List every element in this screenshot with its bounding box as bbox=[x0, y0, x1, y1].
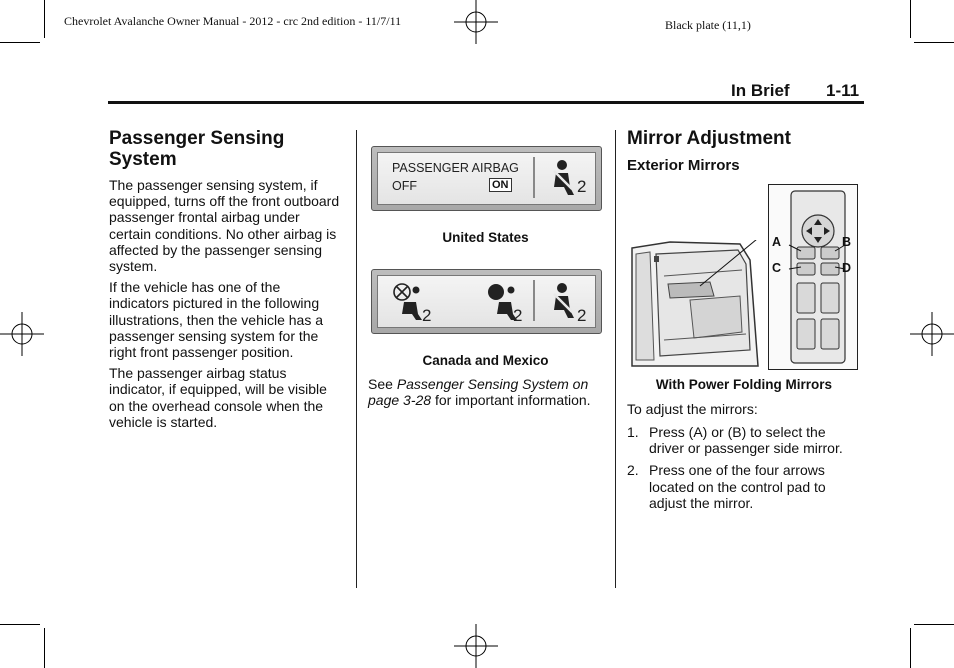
paragraph: The passenger airbag status indicator, if equipped, will be visible on the overhead console when the vehicle is started. bbox=[109, 365, 327, 430]
subsection-title: Exterior Mirrors bbox=[627, 157, 740, 174]
airbag-off-icon bbox=[390, 282, 424, 322]
column-rule-2 bbox=[615, 130, 616, 588]
crop-mark-tr-h bbox=[914, 42, 954, 43]
passenger-seat-belt-icon bbox=[548, 159, 578, 197]
section-title-mirror: Mirror Adjustment bbox=[627, 128, 791, 149]
crop-mark-bl-h bbox=[0, 624, 40, 625]
canada-airbag-indicator-panel bbox=[371, 269, 602, 334]
section-title: Passenger Sensing System bbox=[109, 128, 285, 170]
registration-crosshair-icon bbox=[454, 624, 498, 668]
column-rule-1 bbox=[356, 130, 357, 588]
crop-mark-br-v bbox=[910, 628, 911, 668]
crop-mark-tl-v bbox=[44, 0, 45, 38]
running-header-page: 1-11 bbox=[826, 81, 860, 100]
panel-divider bbox=[533, 157, 535, 198]
mirror-label-b: B bbox=[842, 235, 852, 249]
list-number: 1. bbox=[627, 424, 639, 440]
cross-reference-link[interactable]: Passenger Sensing System on page 3-28 bbox=[368, 376, 589, 409]
mirror-label-d: D bbox=[842, 261, 852, 275]
see-suffix: for important information. bbox=[431, 392, 591, 409]
switch-closeup-drawing bbox=[769, 185, 857, 369]
caption-power-folding-mirrors: With Power Folding Mirrors bbox=[655, 377, 833, 392]
switch-closeup-frame bbox=[768, 184, 858, 370]
mirror-steps-list bbox=[627, 424, 862, 511]
list-item bbox=[627, 424, 862, 456]
mirror-switch-illustration bbox=[630, 184, 858, 370]
registration-crosshair-icon bbox=[0, 312, 44, 356]
mirror-label-c: C bbox=[772, 261, 782, 275]
registration-crosshair-icon bbox=[454, 0, 498, 44]
us-airbag-indicator-panel bbox=[371, 146, 602, 211]
panel-divider bbox=[533, 280, 535, 321]
crop-mark-tr-v bbox=[910, 0, 911, 38]
paragraph: If the vehicle has one of the indicators pictured in the following illustrations, then the vehicle has a passenger sensing system for the right front passenger position. bbox=[109, 279, 324, 361]
panel-display bbox=[377, 152, 596, 205]
seat-number: 2 bbox=[422, 306, 432, 325]
crop-mark-br-h bbox=[914, 624, 954, 625]
see-prefix: See bbox=[368, 376, 397, 392]
list-text: Press one of the four arrows located on the control pad to adjust the mirror. bbox=[649, 462, 826, 511]
column-passenger-sensing bbox=[109, 128, 343, 430]
door-panel-drawing bbox=[630, 240, 760, 370]
see-reference bbox=[368, 376, 606, 408]
registration-crosshair-icon bbox=[910, 312, 954, 356]
crop-mark-tl-h bbox=[0, 42, 40, 43]
seat-number: 2 bbox=[513, 306, 523, 325]
list-text: Press (A) or (B) to select the driver or passenger side mirror. bbox=[649, 424, 843, 457]
list-item bbox=[627, 462, 862, 511]
panel-line-1: PASSENGER AIRBAG bbox=[392, 161, 519, 175]
panel-line-2: OFF bbox=[392, 179, 417, 193]
panel-display bbox=[377, 275, 596, 328]
mirror-label-a: A bbox=[772, 235, 782, 249]
caption-canada-mexico: Canada and Mexico bbox=[422, 353, 549, 368]
print-header-right: Black plate (11,1) bbox=[665, 18, 751, 32]
running-header-section: In Brief bbox=[731, 81, 790, 100]
list-number: 2. bbox=[627, 462, 639, 479]
passenger-seat-belt-icon bbox=[548, 282, 578, 320]
paragraph: The passenger sensing system, if equipped, turns off the front outboard passenger frontal airbag under certain conditions. No other airbag is affected by the passenger sensing system. bbox=[109, 177, 340, 275]
on-indicator: ON bbox=[489, 178, 512, 192]
mirror-intro: To adjust the mirrors: bbox=[627, 401, 758, 417]
print-header-left: Chevrolet Avalanche Owner Manual - 2012 - crc 2nd edition - 11/7/11 bbox=[64, 14, 402, 28]
header-rule bbox=[108, 101, 864, 104]
caption-united-states: United States bbox=[442, 230, 529, 245]
seat-number: 2 bbox=[577, 177, 587, 196]
seat-number: 2 bbox=[577, 306, 587, 325]
crop-mark-bl-v bbox=[44, 628, 45, 668]
